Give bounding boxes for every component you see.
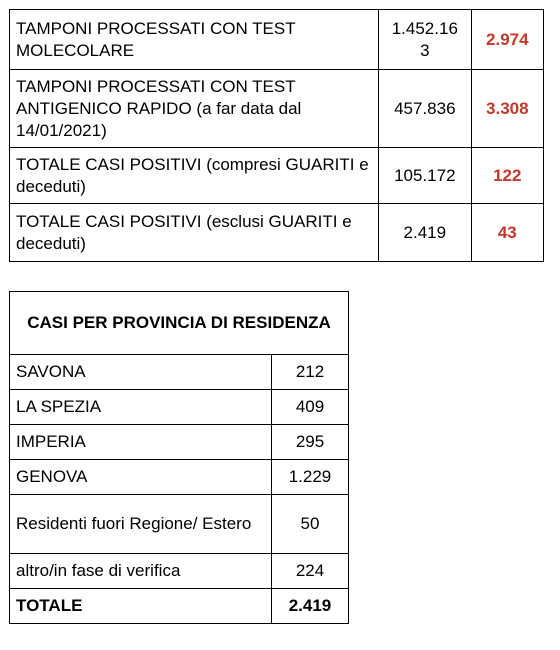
province-total-row [10, 589, 349, 624]
province-value: 212 [272, 355, 349, 390]
province-value: 295 [272, 425, 349, 460]
province-name: LA SPEZIA [10, 390, 272, 425]
province-row [10, 390, 349, 425]
province-row [10, 425, 349, 460]
summary-delta: 43 [471, 204, 543, 262]
province-name: IMPERIA [10, 425, 272, 460]
summary-total [379, 10, 472, 70]
summary-row [10, 204, 544, 262]
summary-label: TOTALE CASI POSITIVI (esclusi GUARITI e deceduti) [10, 204, 379, 262]
province-table [9, 291, 349, 624]
summary-label: TAMPONI PROCESSATI CON TEST ANTIGENICO RAPIDO (a far data dal 14/01/2021) [10, 70, 379, 148]
province-name: SAVONA [10, 355, 272, 390]
summary-total: 105.172 [379, 148, 472, 204]
province-name: altro/in fase di verifica [10, 554, 272, 589]
province-value: 409 [272, 390, 349, 425]
summary-total-value: 1.452.163 [391, 18, 458, 60]
summary-delta: 3.308 [471, 70, 543, 148]
province-value: 1.229 [272, 460, 349, 495]
summary-row [10, 148, 544, 204]
summary-table [9, 9, 544, 262]
province-value: 50 [272, 495, 349, 554]
province-table-title: CASI PER PROVINCIA DI RESIDENZA [10, 292, 349, 355]
province-row [10, 460, 349, 495]
summary-total: 457.836 [379, 70, 472, 148]
summary-row [10, 70, 544, 148]
province-name: GENOVA [10, 460, 272, 495]
summary-total: 2.419 [379, 204, 472, 262]
summary-row [10, 10, 544, 70]
province-total-label: TOTALE [10, 589, 272, 624]
summary-delta: 122 [471, 148, 543, 204]
province-row [10, 495, 349, 554]
summary-label: TOTALE CASI POSITIVI (compresi GUARITI e deceduti) [10, 148, 379, 204]
summary-delta: 2.974 [471, 10, 543, 70]
summary-label: TAMPONI PROCESSATI CON TEST MOLECOLARE [10, 10, 379, 70]
province-total-value: 2.419 [272, 589, 349, 624]
province-header-row [10, 292, 349, 355]
province-row [10, 554, 349, 589]
province-value: 224 [272, 554, 349, 589]
province-row [10, 355, 349, 390]
province-name: Residenti fuori Regione/ Estero [10, 495, 272, 554]
